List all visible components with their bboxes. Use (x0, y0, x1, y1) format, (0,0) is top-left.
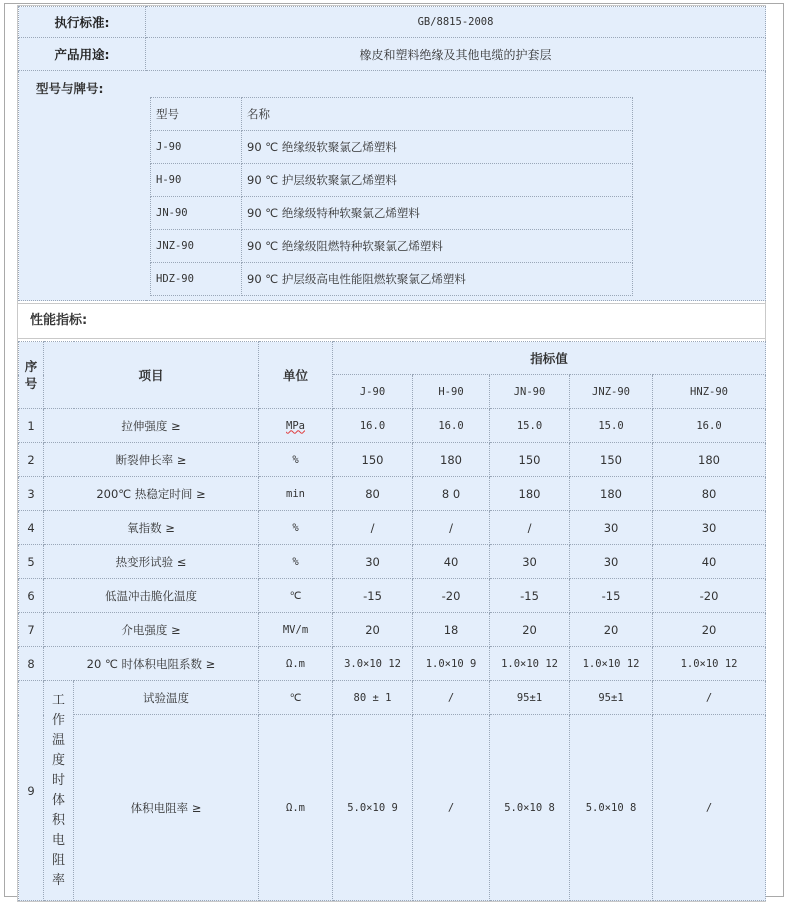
row-unit: % (259, 511, 333, 545)
header-item: 项目 (44, 342, 259, 409)
row-value: 180 (490, 477, 570, 511)
models-label: 型号与牌号: (36, 81, 104, 96)
header-col-h90: H-90 (413, 375, 490, 409)
row-value: / (413, 511, 490, 545)
row-item: 热变形试验 ≤ (44, 545, 259, 579)
row-value: 1.0×10 12 (490, 647, 570, 681)
row-value: -15 (333, 579, 413, 613)
product-spec-pane (17, 5, 766, 902)
row-value: 80 (653, 477, 766, 511)
row-value: 1.0×10 12 (570, 647, 653, 681)
row-value: 18 (413, 613, 490, 647)
model-name: 90 ℃ 绝缘级阻燃特种软聚氯乙烯塑料 (242, 230, 633, 263)
table-row (19, 409, 766, 443)
row-seq: 6 (19, 579, 44, 613)
header-index: 指标值 (333, 342, 766, 375)
row-seq: 5 (19, 545, 44, 579)
row-value: / (490, 511, 570, 545)
model-name: 90 ℃ 绝缘级特种软聚氯乙烯塑料 (242, 197, 633, 230)
row-value: 30 (570, 545, 653, 579)
row9-group-label (44, 681, 74, 901)
performance-table (18, 341, 766, 901)
model-code: HDZ-90 (151, 263, 242, 296)
row-unit: min (259, 477, 333, 511)
row-value: 150 (570, 443, 653, 477)
row-value: 1.0×10 9 (413, 647, 490, 681)
row-value: 30 (570, 511, 653, 545)
model-name: 90 ℃ 绝缘级软聚氯乙烯塑料 (242, 131, 633, 164)
row-value: 180 (413, 443, 490, 477)
table-row (19, 545, 766, 579)
row-seq: 4 (19, 511, 44, 545)
header-seq: 序号 (19, 342, 44, 409)
header-col-jnz90: JNZ-90 (570, 375, 653, 409)
row-value: 20 (490, 613, 570, 647)
row-unit: % (259, 545, 333, 579)
row-value: 16.0 (653, 409, 766, 443)
row-value: 5.0×10 9 (333, 715, 413, 901)
table-row (19, 647, 766, 681)
row-value: 95±1 (570, 681, 653, 715)
row-value: / (413, 681, 490, 715)
info-table (18, 6, 766, 301)
row-unit: MPa (259, 409, 333, 443)
row-item: 200℃ 热稳定时间 ≥ (44, 477, 259, 511)
row-item: 体积电阻率 ≥ (74, 715, 259, 901)
row-item: 试验温度 (74, 681, 259, 715)
row-value: 1.0×10 12 (653, 647, 766, 681)
row-value: -15 (570, 579, 653, 613)
row9-group-char: 温 (51, 732, 65, 748)
row-item: 氧指数 ≥ (44, 511, 259, 545)
row-value: 30 (653, 511, 766, 545)
row-unit: MV/m (259, 613, 333, 647)
row-value: 95±1 (490, 681, 570, 715)
row-item: 介电强度 ≥ (44, 613, 259, 647)
row-value: 20 (570, 613, 653, 647)
row-value: 150 (333, 443, 413, 477)
row-value: / (653, 681, 766, 715)
row-value: 80 ± 1 (333, 681, 413, 715)
row-value: / (653, 715, 766, 901)
standard-value: GB/8815-2008 (146, 7, 766, 38)
row-item: 断裂伸长率 ≥ (44, 443, 259, 477)
row-value: 40 (413, 545, 490, 579)
row-unit: % (259, 443, 333, 477)
row-value: 8 0 (413, 477, 490, 511)
standard-label: 执行标准: (19, 7, 146, 38)
row-value: / (333, 511, 413, 545)
usage-value: 橡皮和塑料绝缘及其他电缆的护套层 (146, 38, 766, 71)
row9-group-char: 度 (51, 752, 65, 768)
row-item: 拉伸强度 ≥ (44, 409, 259, 443)
models-section (19, 71, 766, 301)
row-item: 低温冲击脆化温度 (44, 579, 259, 613)
row-seq: 1 (19, 409, 44, 443)
row9-group-text (44, 691, 73, 891)
table-row (19, 511, 766, 545)
row9-group-char: 率 (51, 872, 65, 888)
row9-group-char: 积 (51, 812, 65, 828)
header-col-hnz90: HNZ-90 (653, 375, 766, 409)
performance-title-text: 性能指标: (30, 313, 88, 328)
row-seq: 7 (19, 613, 44, 647)
table-row (19, 681, 766, 715)
row-value: -15 (490, 579, 570, 613)
row-value: 16.0 (333, 409, 413, 443)
row-seq: 2 (19, 443, 44, 477)
row9-group-char: 时 (51, 772, 65, 788)
header-col-j90: J-90 (333, 375, 413, 409)
row9-group-char: 体 (51, 792, 65, 808)
row-item: 20 ℃ 时体积电阻系数 ≥ (44, 647, 259, 681)
table-row (19, 579, 766, 613)
row-value: 180 (570, 477, 653, 511)
usage-label: 产品用途: (19, 38, 146, 71)
model-code: JN-90 (151, 197, 242, 230)
row-value: -20 (413, 579, 490, 613)
models-table (150, 97, 633, 296)
model-code: J-90 (151, 131, 242, 164)
row-value: -20 (653, 579, 766, 613)
header-unit: 单位 (259, 342, 333, 409)
header-col-jn90: JN-90 (490, 375, 570, 409)
row-unit: Ω.m (259, 647, 333, 681)
model-name: 90 ℃ 护层级高电性能阻燃软聚氯乙烯塑料 (242, 263, 633, 296)
row-seq: 3 (19, 477, 44, 511)
row-value: 3.0×10 12 (333, 647, 413, 681)
table-row (19, 613, 766, 647)
model-code: JNZ-90 (151, 230, 242, 263)
row-unit: ℃ (259, 681, 333, 715)
table-row (19, 477, 766, 511)
row-value: 16.0 (413, 409, 490, 443)
row-unit: ℃ (259, 579, 333, 613)
row-value: 40 (653, 545, 766, 579)
row-value: 30 (490, 545, 570, 579)
row-value: 20 (333, 613, 413, 647)
row9-group-char: 电 (51, 832, 65, 848)
row9-group-char: 阻 (51, 852, 65, 868)
row-value: / (413, 715, 490, 901)
performance-title (18, 303, 765, 339)
row-value: 20 (653, 613, 766, 647)
row-seq: 9 (19, 681, 44, 901)
row-unit: Ω.m (259, 715, 333, 901)
model-name: 90 ℃ 护层级软聚氯乙烯塑料 (242, 164, 633, 197)
table-row (19, 443, 766, 477)
row9-group-char: 工 (51, 692, 65, 708)
row-value: 15.0 (570, 409, 653, 443)
row-value: 15.0 (490, 409, 570, 443)
models-header-code: 型号 (151, 98, 242, 131)
row-value: 150 (490, 443, 570, 477)
row-value: 5.0×10 8 (490, 715, 570, 901)
row-value: 5.0×10 8 (570, 715, 653, 901)
row-seq: 8 (19, 647, 44, 681)
row9-group-char: 作 (51, 712, 65, 728)
model-code: H-90 (151, 164, 242, 197)
row-value: 180 (653, 443, 766, 477)
row-value: 80 (333, 477, 413, 511)
models-header-name: 名称 (242, 98, 633, 131)
table-row (19, 715, 766, 901)
row-value: 30 (333, 545, 413, 579)
